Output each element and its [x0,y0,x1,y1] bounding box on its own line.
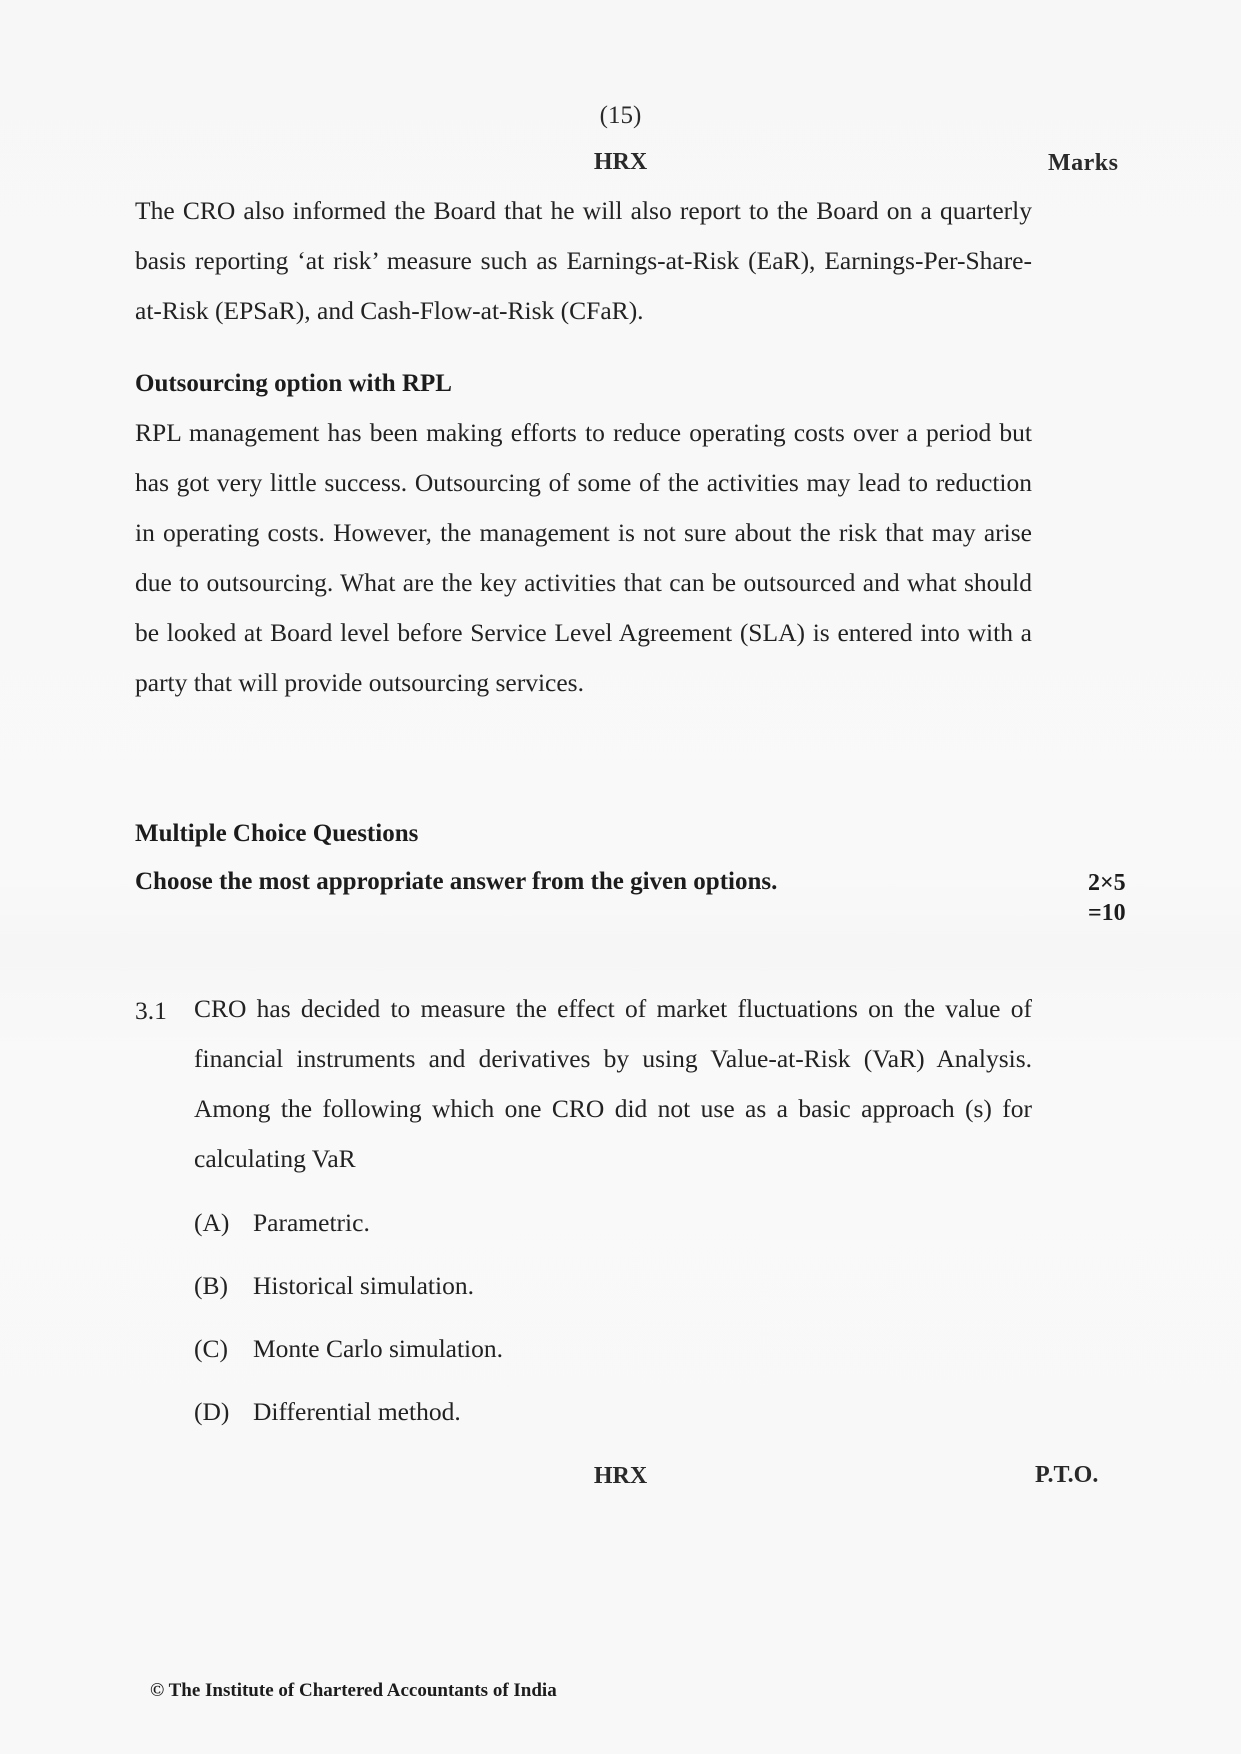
mcq-marks-line2: =10 [1088,900,1126,926]
outsourcing-paragraph-text: RPL management has been making efforts to reduce operating costs over a period but has got very little success. Outsourcing of some of the activities may lead to reduction in operating costs. However, the management is not sure about the risk that may arise due to outsourcing. What are the key activities that can be outsourced and what should be looked at Board level before Service Level Agreement (SLA) is entered into with a party that will provide outsourcing services. [135,418,1032,697]
mcq-instruction: Choose the most appropriate answer from the given options. [135,868,778,895]
option-b [194,1271,474,1301]
option-a [194,1208,370,1238]
option-text: Monte Carlo simulation. [253,1334,504,1363]
option-label: (C) [194,1334,228,1363]
question-text-body: CRO has decided to measure the effect of market fluctuations on the value of financial instruments and derivatives by using Value-at-Risk (VaR) Analysis. Among the following which one CRO did not use as a basic approach (s) for calculating VaR [194,994,1032,1173]
copyright-notice: © The Institute of Chartered Accountants of India [150,1680,557,1701]
question-number: 3.1 [135,996,167,1025]
header-paper-code: HRX [593,149,648,175]
option-d [194,1397,461,1427]
pto-label: P.T.O. [1035,1462,1099,1488]
mcq-marks-line1: 2×5 [1088,870,1126,896]
option-text: Differential method. [253,1397,461,1426]
option-text: Historical simulation. [253,1271,474,1300]
outsourcing-paragraph [135,408,1032,708]
option-label: (B) [194,1271,228,1300]
intro-paragraph-text: The CRO also informed the Board that he will also report to the Board on a quarterly basis reporting ‘at risk’ measure such as Earnings-at-Risk (EaR), Earnings-Per-Share-at-Risk (EPSaR), and Cash-Flow-at-Risk (CFaR). [135,196,1032,325]
option-label: (D) [194,1397,230,1426]
footer-paper-code: HRX [593,1463,648,1489]
outsourcing-heading: Outsourcing option with RPL [135,370,452,397]
page-number: (15) [599,102,642,129]
marks-column-heading: Marks [1048,150,1119,176]
option-text: Parametric. [253,1208,370,1237]
option-label: (A) [194,1208,230,1237]
question-text [194,984,1032,1184]
intro-paragraph [135,186,1032,336]
mcq-marks [1088,868,1126,928]
option-c [194,1334,503,1364]
mcq-heading: Multiple Choice Questions [135,820,419,847]
